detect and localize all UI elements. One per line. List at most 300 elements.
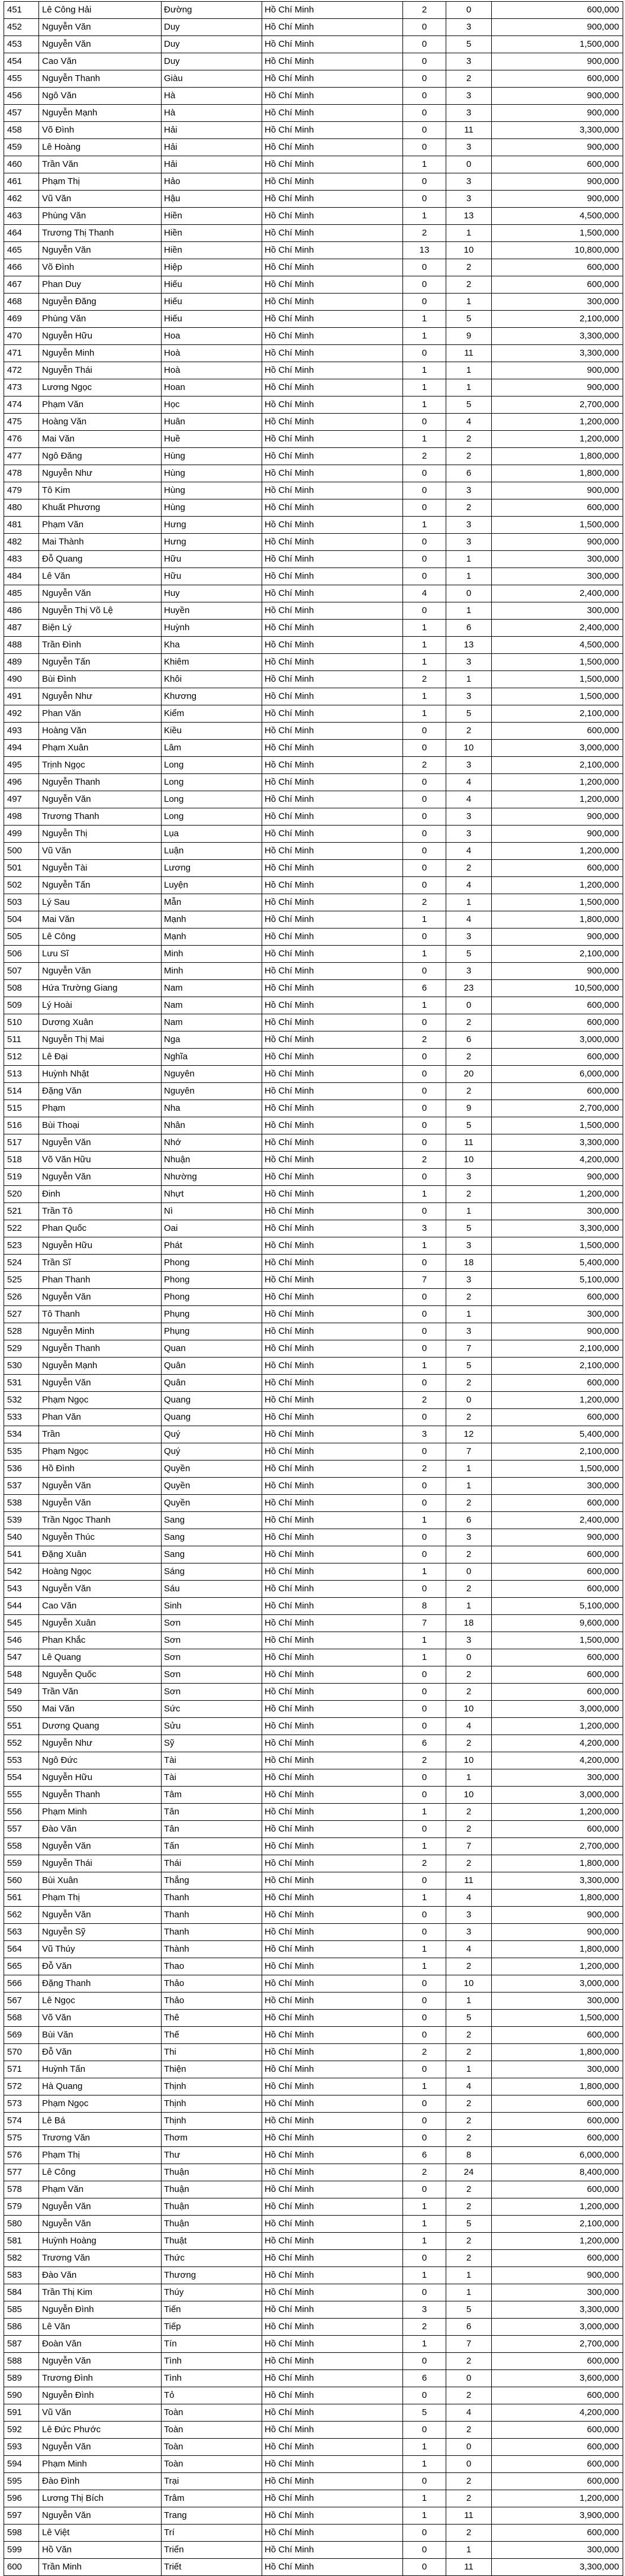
amount-cell: 600,000 <box>492 1821 623 1838</box>
stt-cell: 462 <box>4 191 39 208</box>
city-cell: Hồ Chí Minh <box>262 2387 403 2404</box>
given-name-cell: Thiện <box>162 2061 262 2078</box>
surname-cell: Bùi Xuân <box>39 1872 162 1890</box>
surname-cell: Nguyễn Văn <box>39 963 162 980</box>
given-name-cell: Sang <box>162 1529 262 1546</box>
surname-cell: Nguyễn Thái <box>39 362 162 379</box>
given-name-cell: Thái <box>162 1855 262 1872</box>
amount-cell: 3,300,000 <box>492 345 623 362</box>
surname-cell: Phạm Ngọc <box>39 1392 162 1409</box>
table-row <box>4 705 623 723</box>
surname-cell: Mai Văn <box>39 1701 162 1718</box>
surname-cell: Nguyễn Thanh <box>39 774 162 791</box>
count-a-cell: 0 <box>403 808 446 826</box>
surname-cell: Trần Thị Kim <box>39 2284 162 2301</box>
amount-cell: 2,700,000 <box>492 396 623 414</box>
amount-cell: 600,000 <box>492 2353 623 2370</box>
count-b-cell: 2 <box>446 1375 492 1392</box>
surname-cell: Nguyễn Tấn <box>39 654 162 671</box>
amount-cell: 1,800,000 <box>492 1890 623 1907</box>
table-row <box>4 1409 623 1426</box>
surname-cell: Ngô Đức <box>39 1752 162 1769</box>
count-b-cell: 1 <box>446 2061 492 2078</box>
stt-cell: 549 <box>4 1684 39 1701</box>
city-cell: Hồ Chí Minh <box>262 482 403 499</box>
table-row <box>4 1804 623 1821</box>
count-a-cell: 0 <box>403 877 446 894</box>
city-cell: Hồ Chí Minh <box>262 1769 403 1787</box>
count-b-cell: 2 <box>446 1581 492 1598</box>
count-b-cell: 3 <box>446 1237 492 1255</box>
count-a-cell: 0 <box>403 2473 446 2490</box>
amount-cell: 600,000 <box>492 2473 623 2490</box>
surname-cell: Lê Quang <box>39 1649 162 1666</box>
surname-cell: Phùng Văn <box>39 311 162 328</box>
given-name-cell: Hưng <box>162 534 262 551</box>
stt-cell: 584 <box>4 2284 39 2301</box>
amount-cell: 2,700,000 <box>492 1100 623 1117</box>
city-cell: Hồ Chí Minh <box>262 534 403 551</box>
table-row <box>4 414 623 431</box>
city-cell: Hồ Chí Minh <box>262 2267 403 2284</box>
surname-cell: Võ Văn <box>39 2010 162 2027</box>
stt-cell: 543 <box>4 1581 39 1598</box>
amount-cell: 600,000 <box>492 276 623 294</box>
city-cell: Hồ Chí Minh <box>262 1409 403 1426</box>
city-cell: Hồ Chí Minh <box>262 1031 403 1049</box>
amount-cell: 600,000 <box>492 1563 623 1581</box>
city-cell: Hồ Chí Minh <box>262 1255 403 1272</box>
city-cell: Hồ Chí Minh <box>262 1993 403 2010</box>
count-b-cell: 2 <box>446 448 492 465</box>
stt-cell: 557 <box>4 1821 39 1838</box>
surname-cell: Trịnh Ngọc <box>39 757 162 774</box>
table-row <box>4 1186 623 1203</box>
given-name-cell: Mạnh <box>162 928 262 946</box>
given-name-cell: Lương <box>162 860 262 877</box>
city-cell: Hồ Chí Minh <box>262 1203 403 1220</box>
city-cell: Hồ Chí Minh <box>262 997 403 1014</box>
surname-cell: Nguyễn Như <box>39 465 162 482</box>
surname-cell: Phạm Minh <box>39 2456 162 2473</box>
given-name-cell: Thanh <box>162 1907 262 1924</box>
surname-cell: Lê Đức Phước <box>39 2422 162 2439</box>
surname-cell: Nguyễn Văn <box>39 242 162 259</box>
count-a-cell: 1 <box>403 2078 446 2095</box>
given-name-cell: Tân <box>162 1804 262 1821</box>
given-name-cell: Thuận <box>162 2164 262 2181</box>
city-cell: Hồ Chí Minh <box>262 2456 403 2473</box>
city-cell: Hồ Chí Minh <box>262 53 403 70</box>
stt-cell: 484 <box>4 568 39 585</box>
surname-cell: Đinh <box>39 1186 162 1203</box>
count-a-cell: 1 <box>403 379 446 396</box>
table-row <box>4 1735 623 1752</box>
amount-cell: 3,000,000 <box>492 2319 623 2336</box>
count-b-cell: 2 <box>446 499 492 517</box>
city-cell: Hồ Chí Minh <box>262 1306 403 1323</box>
city-cell: Hồ Chí Minh <box>262 585 403 602</box>
count-b-cell: 2 <box>446 1735 492 1752</box>
amount-cell: 900,000 <box>492 139 623 156</box>
count-a-cell: 0 <box>403 259 446 276</box>
surname-cell: Mai Văn <box>39 911 162 928</box>
table-row <box>4 53 623 70</box>
amount-cell: 300,000 <box>492 551 623 568</box>
count-b-cell: 2 <box>446 2387 492 2404</box>
count-b-cell: 2 <box>446 1958 492 1975</box>
amount-cell: 600,000 <box>492 1684 623 1701</box>
surname-cell: Nguyễn Xuân <box>39 1615 162 1632</box>
surname-cell: Phạm Thị <box>39 2147 162 2164</box>
table-row <box>4 2095 623 2113</box>
table-row <box>4 328 623 345</box>
table-row <box>4 2078 623 2095</box>
stt-cell: 579 <box>4 2198 39 2216</box>
count-a-cell: 4 <box>403 585 446 602</box>
surname-cell: Lê Ngọc <box>39 1993 162 2010</box>
given-name-cell: Hoan <box>162 379 262 396</box>
table-row <box>4 465 623 482</box>
amount-cell: 900,000 <box>492 534 623 551</box>
given-name-cell: Thương <box>162 2267 262 2284</box>
city-cell: Hồ Chí Minh <box>262 620 403 637</box>
count-a-cell: 0 <box>403 1718 446 1735</box>
count-b-cell: 4 <box>446 911 492 928</box>
table-row <box>4 396 623 414</box>
count-a-cell: 0 <box>403 1495 446 1512</box>
table-row <box>4 2490 623 2507</box>
amount-cell: 600,000 <box>492 1083 623 1100</box>
count-a-cell: 0 <box>403 465 446 482</box>
given-name-cell: Tiếp <box>162 2319 262 2336</box>
given-name-cell: Tài <box>162 1752 262 1769</box>
given-name-cell: Sửu <box>162 1718 262 1735</box>
given-name-cell: Nhường <box>162 1169 262 1186</box>
count-b-cell: 2 <box>446 1666 492 1684</box>
stt-cell: 523 <box>4 1237 39 1255</box>
count-a-cell: 0 <box>403 122 446 139</box>
count-b-cell: 3 <box>446 88 492 105</box>
stt-cell: 591 <box>4 2404 39 2422</box>
table-row <box>4 1838 623 1855</box>
city-cell: Hồ Chí Minh <box>262 774 403 791</box>
amount-cell: 1,200,000 <box>492 1186 623 1203</box>
count-a-cell: 0 <box>403 2542 446 2559</box>
stt-cell: 513 <box>4 1066 39 1083</box>
given-name-cell: Sang <box>162 1512 262 1529</box>
count-a-cell: 0 <box>403 1821 446 1838</box>
given-name-cell: Hữu <box>162 551 262 568</box>
count-b-cell: 2 <box>446 2095 492 2113</box>
city-cell: Hồ Chí Minh <box>262 1787 403 1804</box>
stt-cell: 570 <box>4 2044 39 2061</box>
city-cell: Hồ Chí Minh <box>262 1890 403 1907</box>
given-name-cell: Nam <box>162 980 262 997</box>
surname-cell: Nguyễn Văn <box>39 1134 162 1152</box>
count-a-cell: 0 <box>403 843 446 860</box>
amount-cell: 1,800,000 <box>492 1855 623 1872</box>
given-name-cell: Quyền <box>162 1478 262 1495</box>
surname-cell: Lưu Sĩ <box>39 946 162 963</box>
amount-cell: 600,000 <box>492 499 623 517</box>
amount-cell: 2,100,000 <box>492 1340 623 1358</box>
given-name-cell: Phong <box>162 1272 262 1289</box>
table-row <box>4 122 623 139</box>
count-b-cell: 3 <box>446 482 492 499</box>
table-row <box>4 2027 623 2044</box>
count-b-cell: 8 <box>446 2147 492 2164</box>
given-name-cell: Thành <box>162 1941 262 1958</box>
surname-cell: Hồ Đình <box>39 1461 162 1478</box>
count-b-cell: 5 <box>446 2301 492 2319</box>
count-a-cell: 1 <box>403 637 446 654</box>
amount-cell: 2,100,000 <box>492 705 623 723</box>
given-name-cell: Giàu <box>162 70 262 88</box>
table-row <box>4 294 623 311</box>
given-name-cell: Minh <box>162 963 262 980</box>
given-name-cell: Sỹ <box>162 1735 262 1752</box>
table-row <box>4 2353 623 2370</box>
city-cell: Hồ Chí Minh <box>262 311 403 328</box>
amount-cell: 600,000 <box>492 1666 623 1684</box>
table-row <box>4 448 623 465</box>
city-cell: Hồ Chí Minh <box>262 654 403 671</box>
count-b-cell: 3 <box>446 928 492 946</box>
city-cell: Hồ Chí Minh <box>262 517 403 534</box>
count-b-cell: 0 <box>446 2370 492 2387</box>
table-row <box>4 946 623 963</box>
given-name-cell: Nguyên <box>162 1066 262 1083</box>
stt-cell: 520 <box>4 1186 39 1203</box>
stt-cell: 582 <box>4 2250 39 2267</box>
count-a-cell: 0 <box>403 276 446 294</box>
surname-cell: Nguyễn Văn <box>39 1907 162 1924</box>
amount-cell: 8,400,000 <box>492 2164 623 2181</box>
amount-cell: 600,000 <box>492 2095 623 2113</box>
surname-cell: Dương Quang <box>39 1718 162 1735</box>
table-row <box>4 1907 623 1924</box>
stt-cell: 526 <box>4 1289 39 1306</box>
city-cell: Hồ Chí Minh <box>262 345 403 362</box>
count-a-cell: 0 <box>403 19 446 36</box>
given-name-cell: Hiền <box>162 242 262 259</box>
amount-cell: 1,200,000 <box>492 1958 623 1975</box>
table-row <box>4 1237 623 1255</box>
table-row <box>4 1375 623 1392</box>
amount-cell: 2,100,000 <box>492 2216 623 2233</box>
amount-cell: 600,000 <box>492 70 623 88</box>
city-cell: Hồ Chí Minh <box>262 1443 403 1461</box>
stt-cell: 572 <box>4 2078 39 2095</box>
amount-cell: 3,300,000 <box>492 2301 623 2319</box>
given-name-cell: Nhân <box>162 1117 262 1134</box>
table-row <box>4 2301 623 2319</box>
count-b-cell: 0 <box>446 585 492 602</box>
count-a-cell: 2 <box>403 757 446 774</box>
stt-cell: 541 <box>4 1546 39 1563</box>
table-row <box>4 2456 623 2473</box>
surname-cell: Vũ Thúy <box>39 1941 162 1958</box>
given-name-cell: Nam <box>162 1014 262 1031</box>
given-name-cell: Huề <box>162 431 262 448</box>
count-a-cell: 1 <box>403 156 446 173</box>
given-name-cell: Duy <box>162 36 262 53</box>
table-row <box>4 1581 623 1598</box>
table-row <box>4 1289 623 1306</box>
amount-cell: 600,000 <box>492 1289 623 1306</box>
table-row <box>4 362 623 379</box>
given-name-cell: Hiếu <box>162 294 262 311</box>
table-row <box>4 2525 623 2542</box>
count-b-cell: 2 <box>446 1083 492 1100</box>
given-name-cell: Quân <box>162 1375 262 1392</box>
given-name-cell: Hoà <box>162 345 262 362</box>
surname-cell: Nguyễn Hữu <box>39 1769 162 1787</box>
city-cell: Hồ Chí Minh <box>262 2336 403 2353</box>
city-cell: Hồ Chí Minh <box>262 2044 403 2061</box>
count-a-cell: 0 <box>403 1134 446 1152</box>
table-row <box>4 242 623 259</box>
surname-cell: Đặng Văn <box>39 1083 162 1100</box>
surname-cell: Nguyễn Đình <box>39 2387 162 2404</box>
count-b-cell: 1 <box>446 379 492 396</box>
count-b-cell: 1 <box>446 1993 492 2010</box>
table-row <box>4 2216 623 2233</box>
surname-cell: Khuất Phương <box>39 499 162 517</box>
amount-cell: 900,000 <box>492 482 623 499</box>
given-name-cell: Thuật <box>162 2233 262 2250</box>
count-a-cell: 1 <box>403 705 446 723</box>
amount-cell: 600,000 <box>492 997 623 1014</box>
surname-cell: Nguyễn Văn <box>39 1495 162 1512</box>
given-name-cell: Thế <box>162 2027 262 2044</box>
city-cell: Hồ Chí Minh <box>262 2301 403 2319</box>
city-cell: Hồ Chí Minh <box>262 1615 403 1632</box>
table-row <box>4 826 623 843</box>
city-cell: Hồ Chí Minh <box>262 2164 403 2181</box>
table-row <box>4 928 623 946</box>
table-row <box>4 2010 623 2027</box>
stt-cell: 505 <box>4 928 39 946</box>
stt-cell: 599 <box>4 2542 39 2559</box>
surname-cell: Trương Thanh <box>39 808 162 826</box>
table-row <box>4 2542 623 2559</box>
count-b-cell: 4 <box>446 1890 492 1907</box>
given-name-cell: Quyền <box>162 1461 262 1478</box>
city-cell: Hồ Chí Minh <box>262 1186 403 1203</box>
stt-cell: 524 <box>4 1255 39 1272</box>
count-b-cell: 10 <box>446 242 492 259</box>
count-b-cell: 6 <box>446 1031 492 1049</box>
surname-cell: Bùi Thoại <box>39 1117 162 1134</box>
count-a-cell: 3 <box>403 1426 446 1443</box>
stt-cell: 538 <box>4 1495 39 1512</box>
table-row <box>4 1426 623 1443</box>
given-name-cell: Trang <box>162 2507 262 2525</box>
amount-cell: 2,100,000 <box>492 311 623 328</box>
city-cell: Hồ Chí Minh <box>262 70 403 88</box>
table-row <box>4 1649 623 1666</box>
stt-cell: 530 <box>4 1358 39 1375</box>
stt-cell: 464 <box>4 225 39 242</box>
count-b-cell: 3 <box>446 1272 492 1289</box>
count-a-cell: 0 <box>403 1083 446 1100</box>
surname-cell: Lê Văn <box>39 2319 162 2336</box>
stt-cell: 463 <box>4 208 39 225</box>
count-a-cell: 0 <box>403 1478 446 1495</box>
count-b-cell: 0 <box>446 1563 492 1581</box>
surname-cell: Nguyễn Văn <box>39 1375 162 1392</box>
amount-cell: 4,500,000 <box>492 637 623 654</box>
table-row <box>4 808 623 826</box>
count-a-cell: 0 <box>403 2113 446 2130</box>
given-name-cell: Hà <box>162 88 262 105</box>
city-cell: Hồ Chí Minh <box>262 139 403 156</box>
stt-cell: 451 <box>4 2 39 19</box>
given-name-cell: Hùng <box>162 465 262 482</box>
city-cell: Hồ Chí Minh <box>262 980 403 997</box>
count-b-cell: 1 <box>446 2267 492 2284</box>
count-a-cell: 0 <box>403 740 446 757</box>
count-a-cell: 0 <box>403 774 446 791</box>
table-row <box>4 843 623 860</box>
count-b-cell: 0 <box>446 1392 492 1409</box>
city-cell: Hồ Chí Minh <box>262 1546 403 1563</box>
given-name-cell: Sơn <box>162 1666 262 1684</box>
given-name-cell: Hiền <box>162 208 262 225</box>
count-a-cell: 1 <box>403 688 446 705</box>
amount-cell: 1,200,000 <box>492 1392 623 1409</box>
count-a-cell: 0 <box>403 1684 446 1701</box>
amount-cell: 1,200,000 <box>492 843 623 860</box>
surname-cell: Đỗ Văn <box>39 1958 162 1975</box>
stt-cell: 532 <box>4 1392 39 1409</box>
city-cell: Hồ Chí Minh <box>262 379 403 396</box>
count-a-cell: 1 <box>403 396 446 414</box>
city-cell: Hồ Chí Minh <box>262 1632 403 1649</box>
given-name-cell: Hùng <box>162 499 262 517</box>
amount-cell: 900,000 <box>492 1529 623 1546</box>
city-cell: Hồ Chí Minh <box>262 173 403 191</box>
count-a-cell: 0 <box>403 2181 446 2198</box>
stt-cell: 542 <box>4 1563 39 1581</box>
count-b-cell: 10 <box>446 1787 492 1804</box>
count-a-cell: 1 <box>403 2336 446 2353</box>
city-cell: Hồ Chí Minh <box>262 1581 403 1598</box>
count-b-cell: 10 <box>446 1752 492 1769</box>
surname-cell: Nguyễn Tài <box>39 860 162 877</box>
count-b-cell: 9 <box>446 328 492 345</box>
amount-cell: 1,500,000 <box>492 1117 623 1134</box>
amount-cell: 1,800,000 <box>492 2078 623 2095</box>
given-name-cell: Tình <box>162 2353 262 2370</box>
amount-cell: 3,300,000 <box>492 328 623 345</box>
surname-cell: Mai Thành <box>39 534 162 551</box>
count-b-cell: 4 <box>446 2404 492 2422</box>
city-cell: Hồ Chí Minh <box>262 1804 403 1821</box>
given-name-cell: Oai <box>162 1220 262 1237</box>
amount-cell: 900,000 <box>492 191 623 208</box>
city-cell: Hồ Chí Minh <box>262 1392 403 1409</box>
given-name-cell: Thơm <box>162 2130 262 2147</box>
given-name-cell: Thịnh <box>162 2113 262 2130</box>
amount-cell: 2,100,000 <box>492 1358 623 1375</box>
given-name-cell: Tiến <box>162 2301 262 2319</box>
table-row <box>4 431 623 448</box>
city-cell: Hồ Chí Minh <box>262 1340 403 1358</box>
given-name-cell: Trâm <box>162 2490 262 2507</box>
